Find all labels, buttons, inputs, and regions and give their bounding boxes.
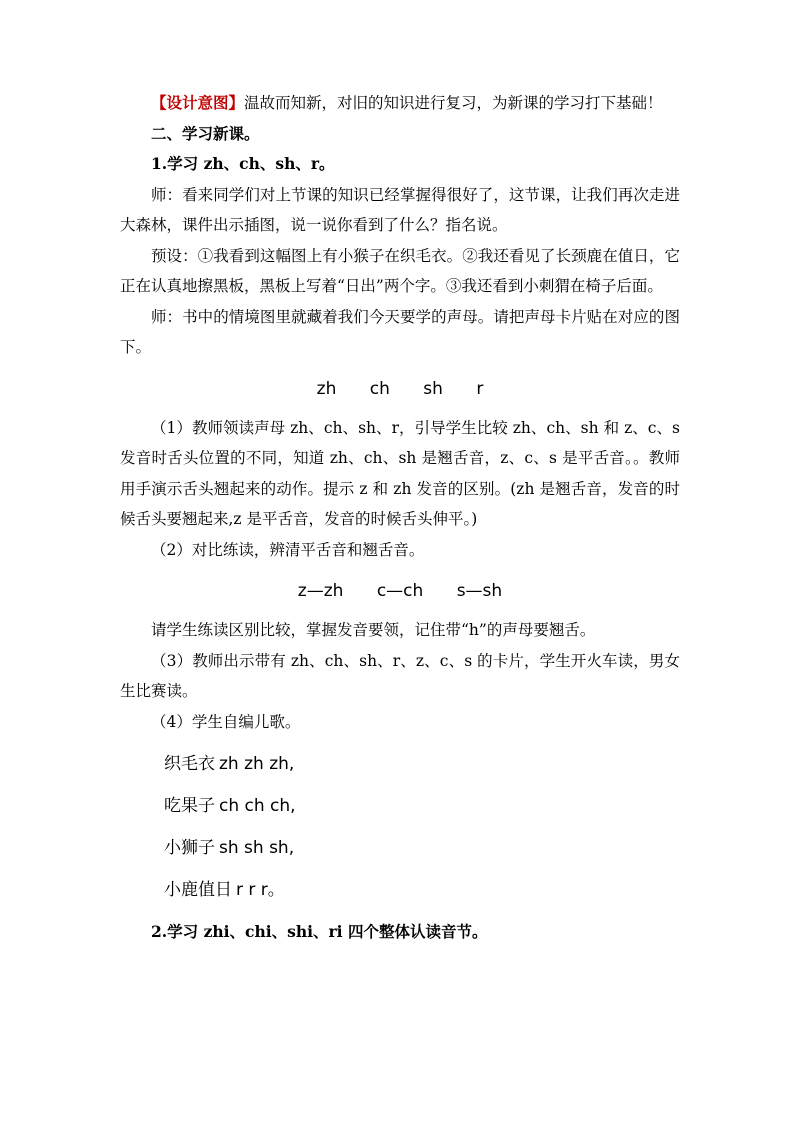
rhyme-line-2 [164,785,680,827]
preset-paragraph: 预设：①我看到这幅图上有小猴子在织毛衣。②我还看见了长颈鹿在值日，它正在认真地擦黑板，黑板上写着“日出”两个字。③我还看到小刺猬在椅子后面。 [120,246,680,295]
section-2-title: 二、学习新课。 [151,123,260,143]
initial-sh: sh [423,378,443,399]
initials-row [120,373,680,405]
initial-r: r [476,378,484,399]
rhyme-line-1 [164,743,680,785]
rhyme-pinyin: sh sh sh, [219,838,295,858]
rhyme-pinyin: zh zh zh, [219,754,295,774]
step-3-paragraph: （3）教师出示带有 zh、ch、sh、r、z、c、s 的卡片，学生开火车读，男女生比赛读。 [120,651,680,700]
subsection-1-title: 1.学习 zh、ch、sh、r。 [151,154,335,173]
rhyme-line-4 [164,869,680,911]
rhyme-word: 小鹿值日 [164,880,232,900]
practice-paragraph: 请学生练读区别比较，掌握发音要领，记住带“h”的声母要翘舌。 [151,621,596,639]
step-1-paragraph: （1）教师领读声母 zh、ch、sh、r，引导学生比较 zh、ch、sh 和 z、c、s 发音时舌头位置的不同，知道 zh、ch、sh 是翘舌音，z、c、s 是平舌音。。教师用手演示舌头翘起来的动作。提示 z 和 zh 发音的区别。(zh 是翘舌音，发音的时候舌头要翘起来,z 是平舌音，发音的时候舌头伸平。) [120,418,680,528]
step-4-paragraph: （4）学生自编儿歌。 [151,712,301,731]
subsection-2-title: 2.学习 zhi、chi、shi、ri 四个整体认读音节。 [151,922,488,941]
rhyme-pinyin: r r r。 [236,880,285,900]
pair-c-ch: c—ch [376,581,424,601]
rhyme-word: 吃果子 [164,796,215,816]
document-page [120,88,680,948]
initial-zh: zh [316,378,337,399]
pair-z-zh: z—zh [297,581,344,601]
teacher-paragraph-1: 师：看来同学们对上节课的知识已经掌握得很好了，这节课，让我们再次走进大森林，课件出示插图，说一说你看到了什么？指名说。 [120,185,680,234]
design-intent-paragraph [120,88,680,119]
design-intent-tag: 【设计意图】 [151,93,245,112]
rhyme-word: 织毛衣 [164,754,215,774]
pair-s-sh: s—sh [456,581,503,601]
initial-ch: ch [369,378,390,399]
rhyme-pinyin: ch ch ch, [219,796,296,816]
teacher-paragraph-2: 师：书中的情境图里就藏着我们今天要学的声母。请把声母卡片贴在对应的图下。 [120,307,680,356]
rhyme-line-3 [164,827,680,869]
contrast-pairs-row [120,575,680,607]
rhyme-word: 小狮子 [164,838,215,858]
design-intent-text: 温故而知新，对旧的知识进行复习，为新课的学习打下基础！ [244,94,663,112]
step-2-paragraph: （2）对比练读，辨清平舌音和翘舌音。 [151,540,425,559]
